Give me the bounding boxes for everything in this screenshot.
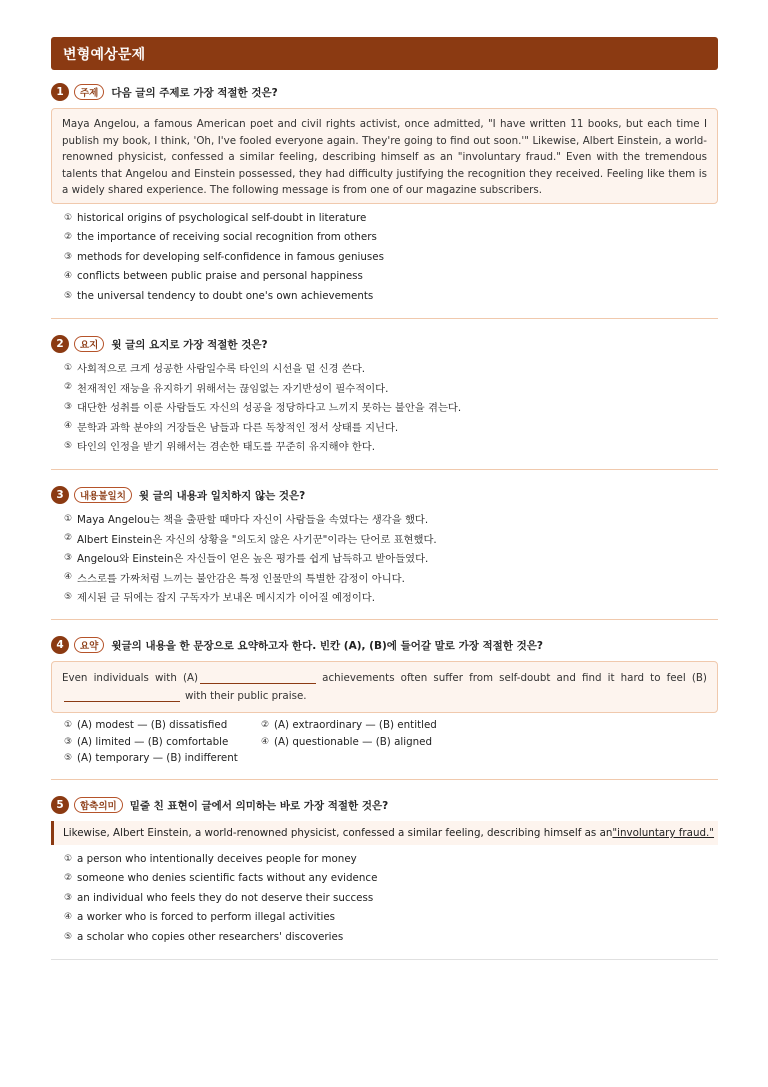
summary-line-2 [64,689,307,702]
answer-option[interactable]: ④ conflicts between public praise and personal happiness [64,270,363,283]
question-4-options [64,717,484,767]
summary-word: with [155,672,177,684]
answer-option[interactable]: ① historical origins of psychological self-doubt in literature [64,211,367,224]
summary-word: (B) [691,672,707,684]
question-prompt: 윗 글의 내용과 일치하지 않는 것은? [138,489,306,502]
summary-word: often [400,672,428,684]
answer-option[interactable]: ① Maya Angelou는 책을 출판할 때마다 자신이 사람들을 속였다는 생각을 했다. [64,513,429,527]
question-type-tag: 주제 [74,84,104,100]
answer-option[interactable]: ① a person who intentionally deceives people for money [64,852,357,865]
answer-option[interactable]: ③ Angelou와 Einstein은 자신들이 얻은 높은 평가를 쉽게 납득하고 받아들였다. [64,552,429,566]
quote-text: Likewise, Albert Einstein, a world-renowned physicist, confessed a similar feeling, describing himself as an [63,827,613,839]
question-2-header [51,335,718,353]
question-prompt: 윗 글의 요지로 가장 적절한 것은? [111,338,268,351]
question-number-badge: 3 [51,486,69,504]
blank-a-group [183,671,316,684]
question-prompt: 윗글의 내용을 한 문장으로 요약하고자 한다. 빈칸 (A), (B)에 들어갈 말로 가장 적절한 것은? [111,639,543,652]
question-number-badge: 2 [51,335,69,353]
summary-word: from [469,672,494,684]
answer-option[interactable]: ③ methods for developing self-confidence in famous geniuses [64,250,384,263]
summary-sentence-box [51,661,718,713]
question-1-options [64,208,384,306]
blank-b-line[interactable] [64,689,180,702]
summary-word: achievements [322,672,395,684]
answer-option[interactable]: ④ 스스로를 가짜처럼 느끼는 불안감은 특정 인물만의 특별한 감정이 아니다. [64,572,405,585]
underlined-expression: "involuntary fraud." [612,827,715,839]
answer-option[interactable]: ⑤ 제시된 글 뒤에는 잡지 구독자가 보내온 메시지가 이어질 예정이다. [64,591,376,605]
question-4-header [51,636,718,654]
question-number-badge: 5 [51,796,69,814]
reading-passage [51,108,718,204]
question-5-options [64,849,377,947]
section-divider [51,469,718,470]
section-divider [51,619,718,620]
section-divider [51,959,718,960]
section-title: 변형예상문제 [63,46,146,63]
answer-option[interactable]: ④ (A) questionable — (B) aligned [261,735,433,748]
question-type-tag: 내용불일치 [74,487,132,503]
summary-word: suffer [433,672,463,684]
quoted-sentence [51,821,718,845]
summary-line-1 [62,671,707,684]
summary-word: find [581,672,602,684]
answer-option[interactable]: ⑤ the universal tendency to doubt one's own achievements [64,289,374,302]
summary-word: and [556,672,576,684]
answer-option[interactable]: ① 사회적으로 크게 성공한 사람일수록 타인의 시선을 덜 신경 쓴다. [64,362,366,376]
answer-option[interactable]: ② someone who denies scientific facts without any evidence [64,872,378,885]
section-divider [51,318,718,319]
answer-option[interactable]: ⑤ (A) temporary — (B) indifferent [64,752,238,765]
answer-option[interactable]: ⑤ a scholar who copies other researchers' discoveries [64,930,344,943]
passage-text: Maya Angelou, a famous American poet and civil rights activist, once admitted, "I have written 11 books, but each time I publish my book, I think, 'Oh, I've fooled everyone again. They're going to find out soon.'" Likewise, Albert Einstein, a world-renowned physicist, confessed a similar feeling, describing himself as an "involuntary fraud." Even with the tremendous talents that Angelou and Einstein possessed, they had difficulty justifying the recognition they received. Feeling like them is a widely shared experience. The following message is from one of our magazine subscribers. [62,118,707,197]
question-prompt: 밑줄 친 표현이 글에서 의미하는 바로 가장 적절한 것은? [129,799,389,812]
answer-option[interactable]: ② the importance of receiving social recognition from others [64,231,377,244]
question-2-options [64,358,461,456]
summary-word: hard [620,672,645,684]
answer-option[interactable]: ③ an individual who feels they do not deserve their success [64,891,374,904]
answer-option[interactable]: ④ 문학과 과학 분야의 거장들은 남들과 다른 독창적인 정서 상태를 지닌다. [64,421,399,434]
answer-option[interactable]: ② Albert Einstein은 자신의 상황을 "의도치 않은 사기꾼"이라는 단어로 표현했다. [64,533,437,546]
section-header [51,37,718,70]
question-1-header [51,83,718,101]
summary-word: Even [62,672,88,684]
summary-word: to [650,672,661,684]
summary-word: feel [666,672,686,684]
summary-word: self-doubt [499,672,551,684]
question-type-tag: 함축의미 [74,797,123,813]
answer-option[interactable]: ④ a worker who is forced to perform illegal activities [64,911,336,924]
question-5-header [51,796,718,814]
question-3-header [51,486,718,504]
question-number-badge: 4 [51,636,69,654]
question-number-badge: 1 [51,83,69,101]
question-type-tag: 요약 [74,637,104,653]
answer-option[interactable]: ③ (A) limited — (B) comfortable [64,735,229,748]
question-prompt: 다음 글의 주제로 가장 적절한 것은? [111,86,278,99]
answer-option[interactable]: ② (A) extraordinary — (B) entitled [261,719,437,732]
question-3-options [64,509,437,607]
answer-option[interactable]: ① (A) modest — (B) dissatisfied [64,719,228,732]
summary-word: (A) [182,672,199,684]
summary-word: it [607,672,615,684]
answer-option[interactable]: ⑤ 타인의 인정을 받기 위해서는 겸손한 태도를 꾸준히 유지해야 한다. [64,440,376,454]
question-type-tag: 요지 [74,336,104,352]
answer-option[interactable]: ③ 대단한 성취를 이룬 사람들도 자신의 성공을 정당하다고 느끼지 못하는 불안을 겪는다. [64,401,462,415]
answer-option[interactable]: ② 천재적인 재능을 유지하기 위해서는 끊임없는 자기반성이 필수적이다. [64,382,389,395]
blank-a-line[interactable] [200,671,316,684]
section-divider [51,779,718,780]
summary-word: individuals [93,672,149,684]
summary-end: with their public praise. [185,690,307,702]
